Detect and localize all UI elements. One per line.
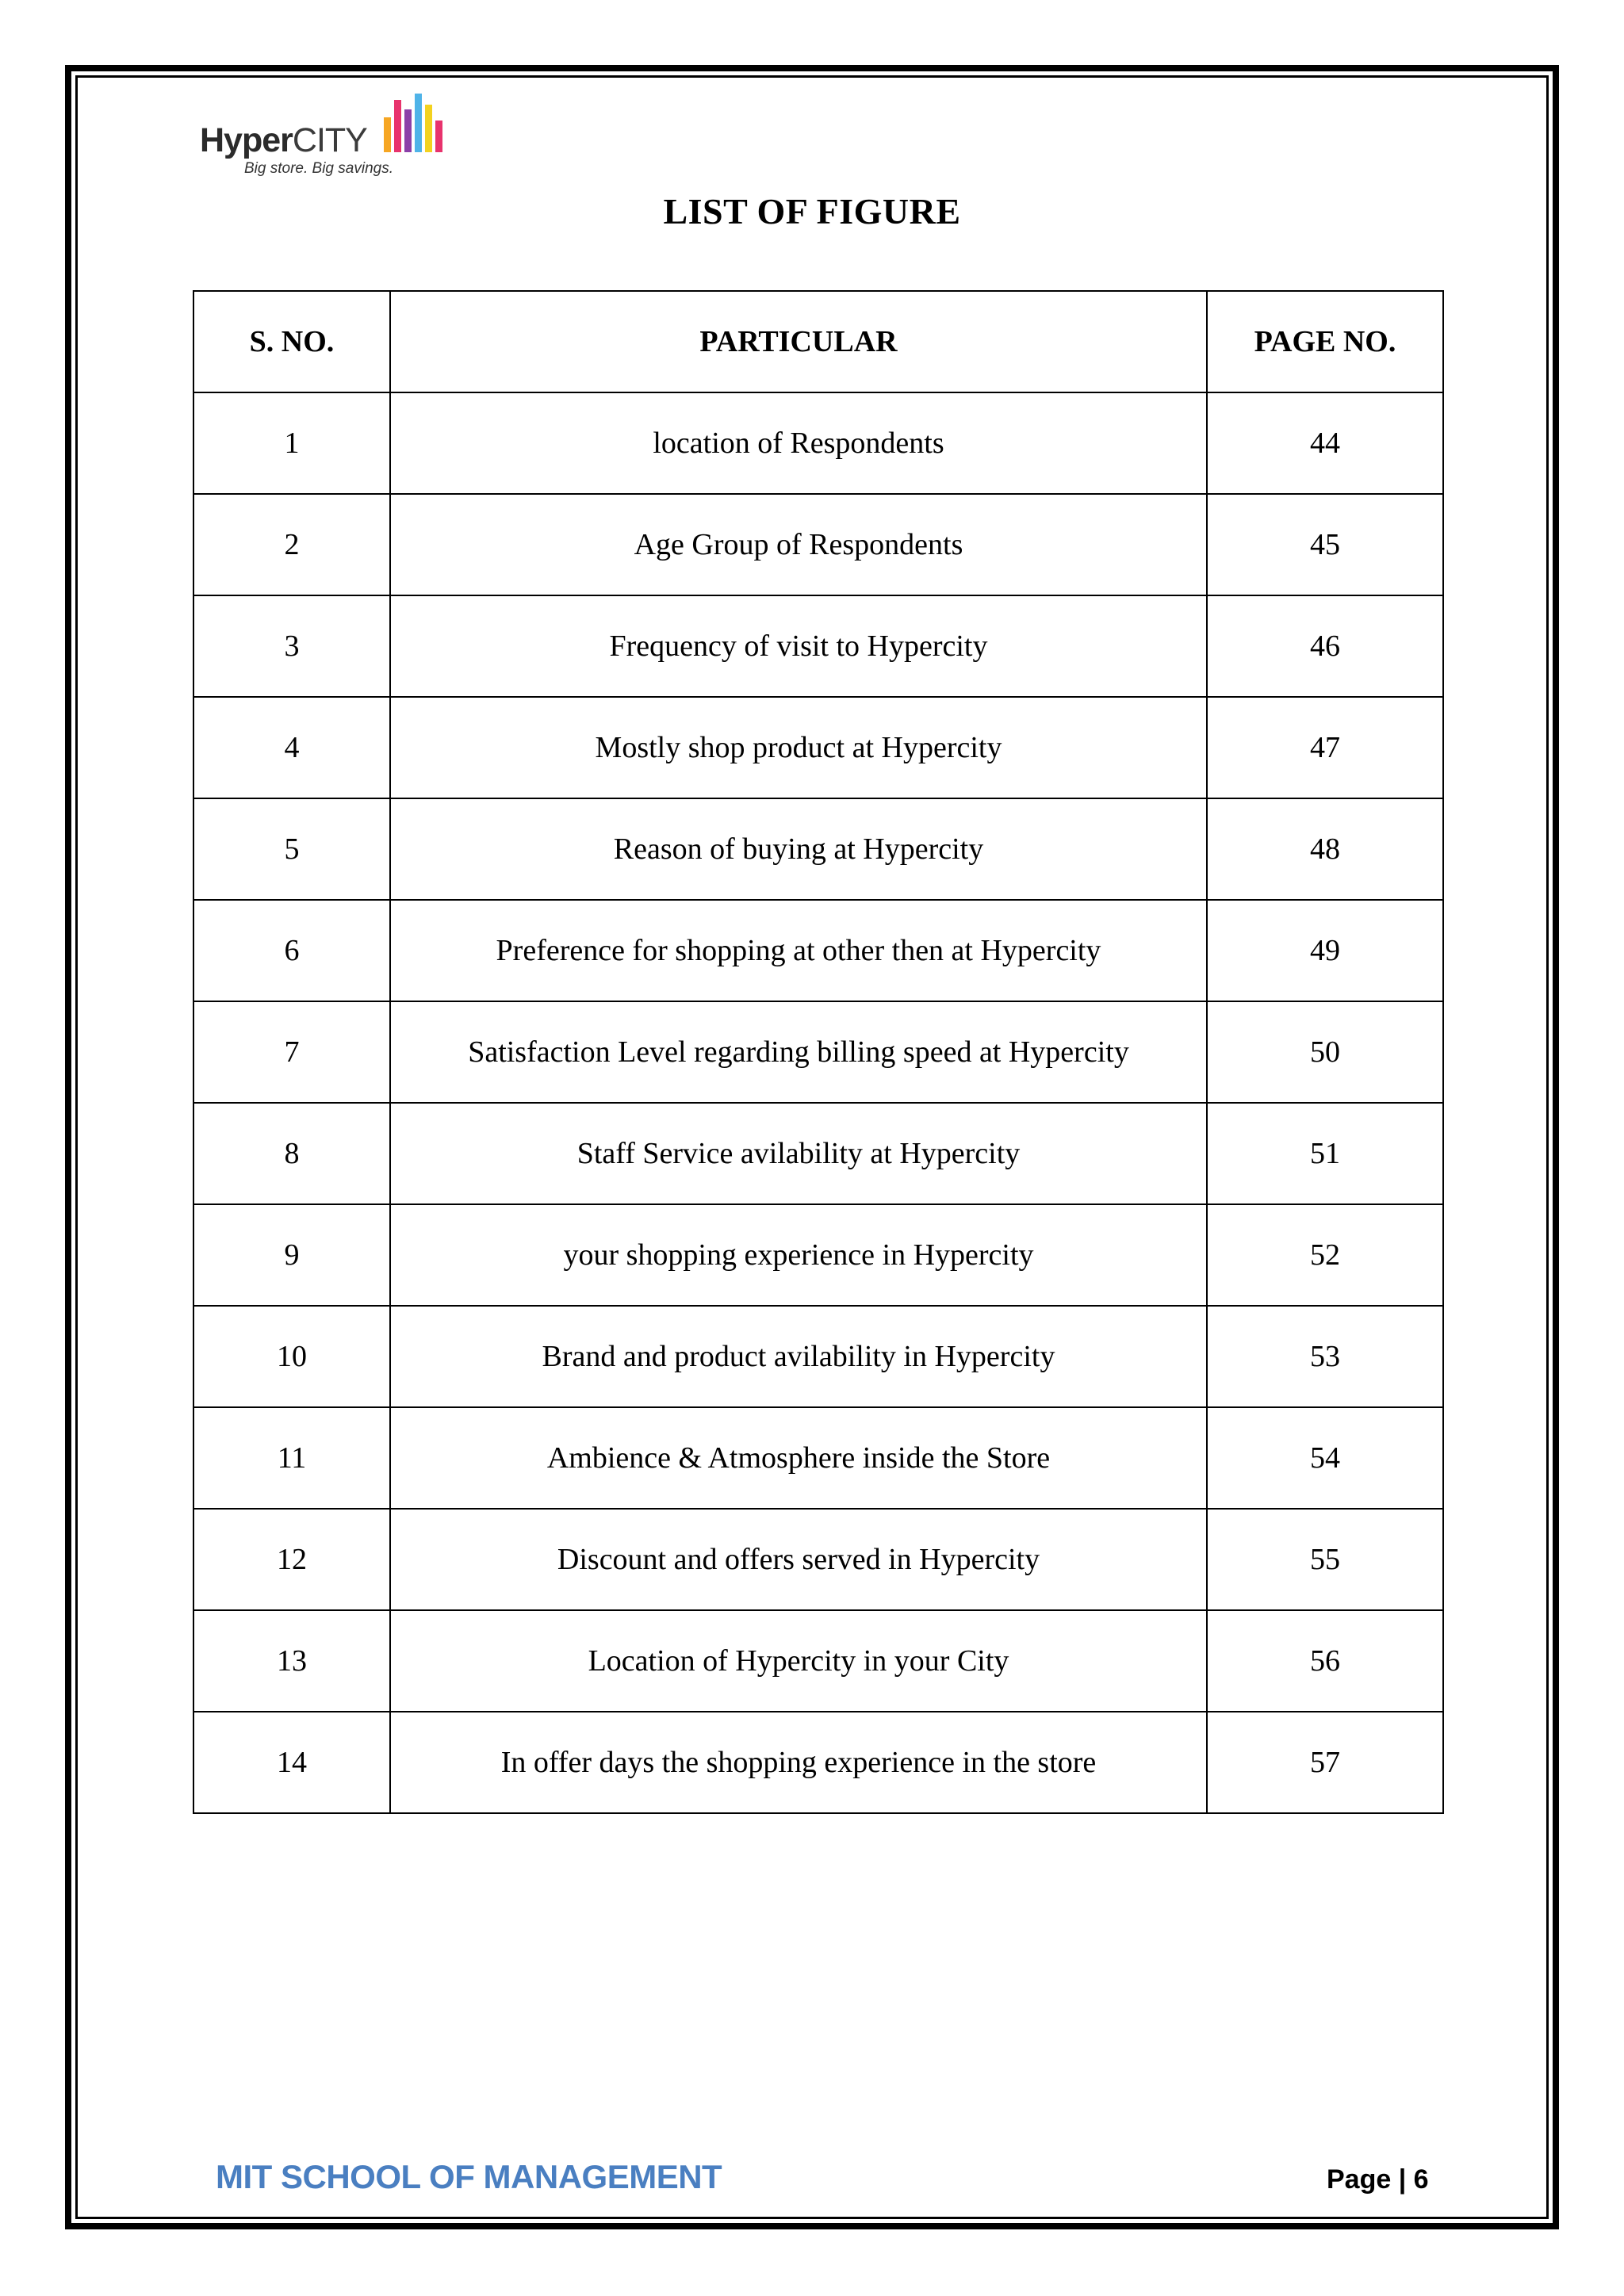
cell-particular: Location of Hypercity in your City	[390, 1610, 1207, 1712]
cell-page: 52	[1207, 1204, 1443, 1306]
cell-page: 54	[1207, 1407, 1443, 1509]
table-row	[193, 798, 1443, 900]
logo-bar	[384, 117, 391, 152]
cell-sno: 13	[193, 1610, 390, 1712]
logo-word-hyper: Hyper	[200, 121, 293, 159]
table-row	[193, 1407, 1443, 1509]
hypercity-logo	[200, 94, 446, 181]
cell-particular: Age Group of Respondents	[390, 494, 1207, 595]
cell-sno: 12	[193, 1509, 390, 1610]
cell-page: 57	[1207, 1712, 1443, 1813]
cell-page: 46	[1207, 595, 1443, 697]
cell-sno: 11	[193, 1407, 390, 1509]
cell-sno: 2	[193, 494, 390, 595]
cell-page: 51	[1207, 1103, 1443, 1204]
table-row	[193, 1001, 1443, 1103]
table-row	[193, 595, 1443, 697]
cell-particular: Brand and product avilability in Hypercity	[390, 1306, 1207, 1407]
cell-page: 45	[1207, 494, 1443, 595]
cell-sno: 3	[193, 595, 390, 697]
cell-particular: Discount and offers served in Hypercity	[390, 1509, 1207, 1610]
footer-page-number: Page | 6	[1327, 2164, 1429, 2195]
cell-sno: 14	[193, 1712, 390, 1813]
cell-sno: 8	[193, 1103, 390, 1204]
logo-bar	[394, 100, 401, 152]
table-row	[193, 1712, 1443, 1813]
cell-sno: 1	[193, 392, 390, 494]
header-sno: S. NO.	[193, 291, 390, 392]
cell-particular: Satisfaction Level regarding billing speed at Hypercity	[390, 1001, 1207, 1103]
table-row	[193, 900, 1443, 1001]
header-page: PAGE NO.	[1207, 291, 1443, 392]
cell-page: 47	[1207, 697, 1443, 798]
figure-list-table	[193, 290, 1444, 1814]
header-particular: PARTICULAR	[390, 291, 1207, 392]
cell-page: 55	[1207, 1509, 1443, 1610]
cell-page: 49	[1207, 900, 1443, 1001]
cell-sno: 4	[193, 697, 390, 798]
cell-sno: 9	[193, 1204, 390, 1306]
table-row	[193, 1306, 1443, 1407]
cell-particular: location of Respondents	[390, 392, 1207, 494]
page-title: LIST OF FIGURE	[663, 191, 961, 232]
cell-sno: 6	[193, 900, 390, 1001]
cell-sno: 5	[193, 798, 390, 900]
cell-page: 50	[1207, 1001, 1443, 1103]
table-row	[193, 1103, 1443, 1204]
logo-bar	[435, 121, 442, 152]
cell-sno: 7	[193, 1001, 390, 1103]
table-row	[193, 494, 1443, 595]
cell-page: 53	[1207, 1306, 1443, 1407]
cell-page: 56	[1207, 1610, 1443, 1712]
table-row	[193, 1509, 1443, 1610]
logo-bar	[415, 94, 422, 152]
logo-bars-icon	[382, 94, 446, 152]
cell-page: 44	[1207, 392, 1443, 494]
cell-particular: Preference for shopping at other then at Hypercity	[390, 900, 1207, 1001]
cell-sno: 10	[193, 1306, 390, 1407]
cell-particular: Mostly shop product at Hypercity	[390, 697, 1207, 798]
table-row	[193, 1204, 1443, 1306]
logo-bar	[425, 105, 432, 152]
cell-particular: Frequency of visit to Hypercity	[390, 595, 1207, 697]
logo-word-city: CITY	[292, 121, 367, 159]
cell-particular: your shopping experience in Hypercity	[390, 1204, 1207, 1306]
table-row	[193, 1610, 1443, 1712]
cell-particular: Ambience & Atmosphere inside the Store	[390, 1407, 1207, 1509]
cell-particular: In offer days the shopping experience in the store	[390, 1712, 1207, 1813]
logo-wordmark	[200, 121, 367, 159]
cell-particular: Reason of buying at Hypercity	[390, 798, 1207, 900]
table-header-row	[193, 291, 1443, 392]
table-row	[193, 392, 1443, 494]
cell-page: 48	[1207, 798, 1443, 900]
table-row	[193, 697, 1443, 798]
footer-institution: MIT SCHOOL OF MANAGEMENT	[216, 2158, 722, 2195]
cell-particular: Staff Service avilability at Hypercity	[390, 1103, 1207, 1204]
logo-bar	[404, 109, 412, 152]
logo-tagline: Big store. Big savings.	[244, 160, 393, 177]
